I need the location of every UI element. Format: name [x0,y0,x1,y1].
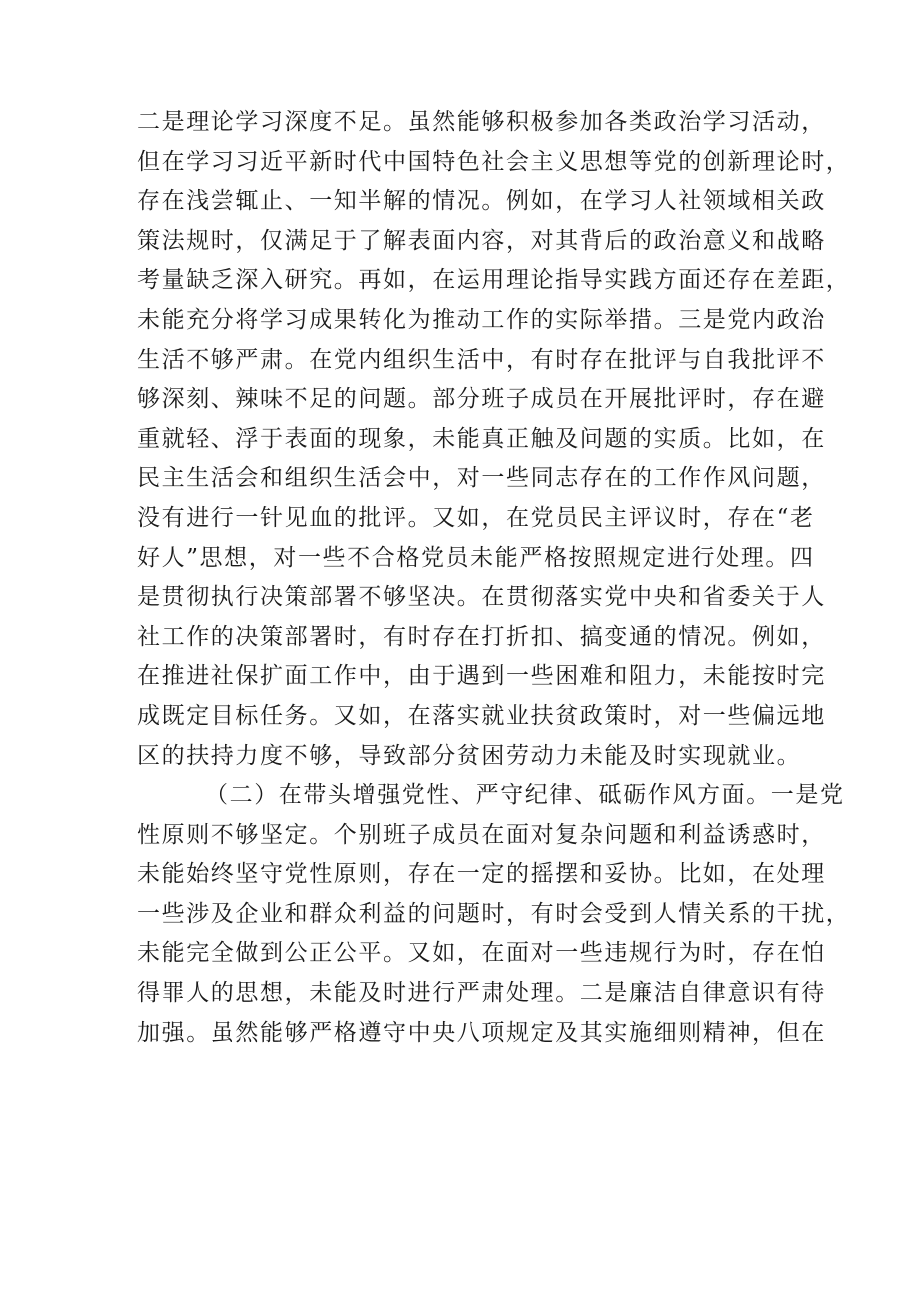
text-line: 好人”思想，对一些不合格党员未能严格按照规定进行处理。四 [137,544,815,571]
text-line: 存在浅尝辄止、一知半解的情况。例如，在学习人社领域相关政 [137,188,826,215]
text-line: 重就轻、浮于表面的现象，未能真正触及问题的实质。比如，在 [137,425,826,452]
text-line: 但在学习习近平新时代中国特色社会主义思想等党的创新理论时， [137,148,851,175]
section-heading-line: （二）在带头增强党性、严守纪律、砥砺作风方面。一是党 [205,782,845,809]
text-line: 得罪人的思想，未能及时进行严肃处理。二是廉洁自律意识有待 [137,980,826,1007]
text-line: 区的扶持力度不够，导致部分贫困劳动力未能及时实现就业。 [137,742,802,769]
body-text [137,103,851,1053]
text-line: 够深刻、辣味不足的问题。部分班子成员在开展批评时，存在避 [137,386,826,413]
text-line: 生活不够严肃。在党内组织生活中，有时存在批评与自我批评不 [137,346,826,373]
text-line: 成既定目标任务。又如，在落实就业扶贫政策时，对一些偏远地 [137,702,826,729]
text-line: 一些涉及企业和群众利益的问题时，有时会受到人情关系的干扰， [137,900,851,927]
text-line: 考量缺乏深入研究。再如，在运用理论指导实践方面还存在差距， [137,267,851,294]
text-line: 二是理论学习深度不足。虽然能够积极参加各类政治学习活动， [137,109,826,135]
text-line: 是贯彻执行决策部署不够坚决。在贯彻落实党中央和省委关于人 [137,584,826,611]
text-line: 未能完全做到公正公平。又如，在面对一些违规行为时，存在怕 [137,940,826,967]
text-line: 策法规时，仅满足于了解表面内容，对其背后的政治意义和战略 [137,227,826,254]
text-line: 民主生活会和组织生活会中，对一些同志存在的工作作风问题， [137,465,826,492]
text-line: 加强。虽然能够严格遵守中央八项规定及其实施细则精神，但在 [137,1019,826,1046]
text-line: 社工作的决策部署时，有时存在打折扣、搞变通的情况。例如， [137,623,826,650]
text-line: 性原则不够坚定。个别班子成员在面对复杂问题和利益诱惑时， [137,821,826,848]
text-line: 没有进行一针见血的批评。又如，在党员民主评议时，存在“老 [137,504,815,531]
text-line: 未能始终坚守党性原则，存在一定的摇摆和妥协。比如，在处理 [137,861,826,888]
text-line: 在推进社保扩面工作中，由于遇到一些困难和阻力，未能按时完 [137,663,826,690]
text-line: 未能充分将学习成果转化为推动工作的实际举措。三是党内政治 [137,306,826,333]
